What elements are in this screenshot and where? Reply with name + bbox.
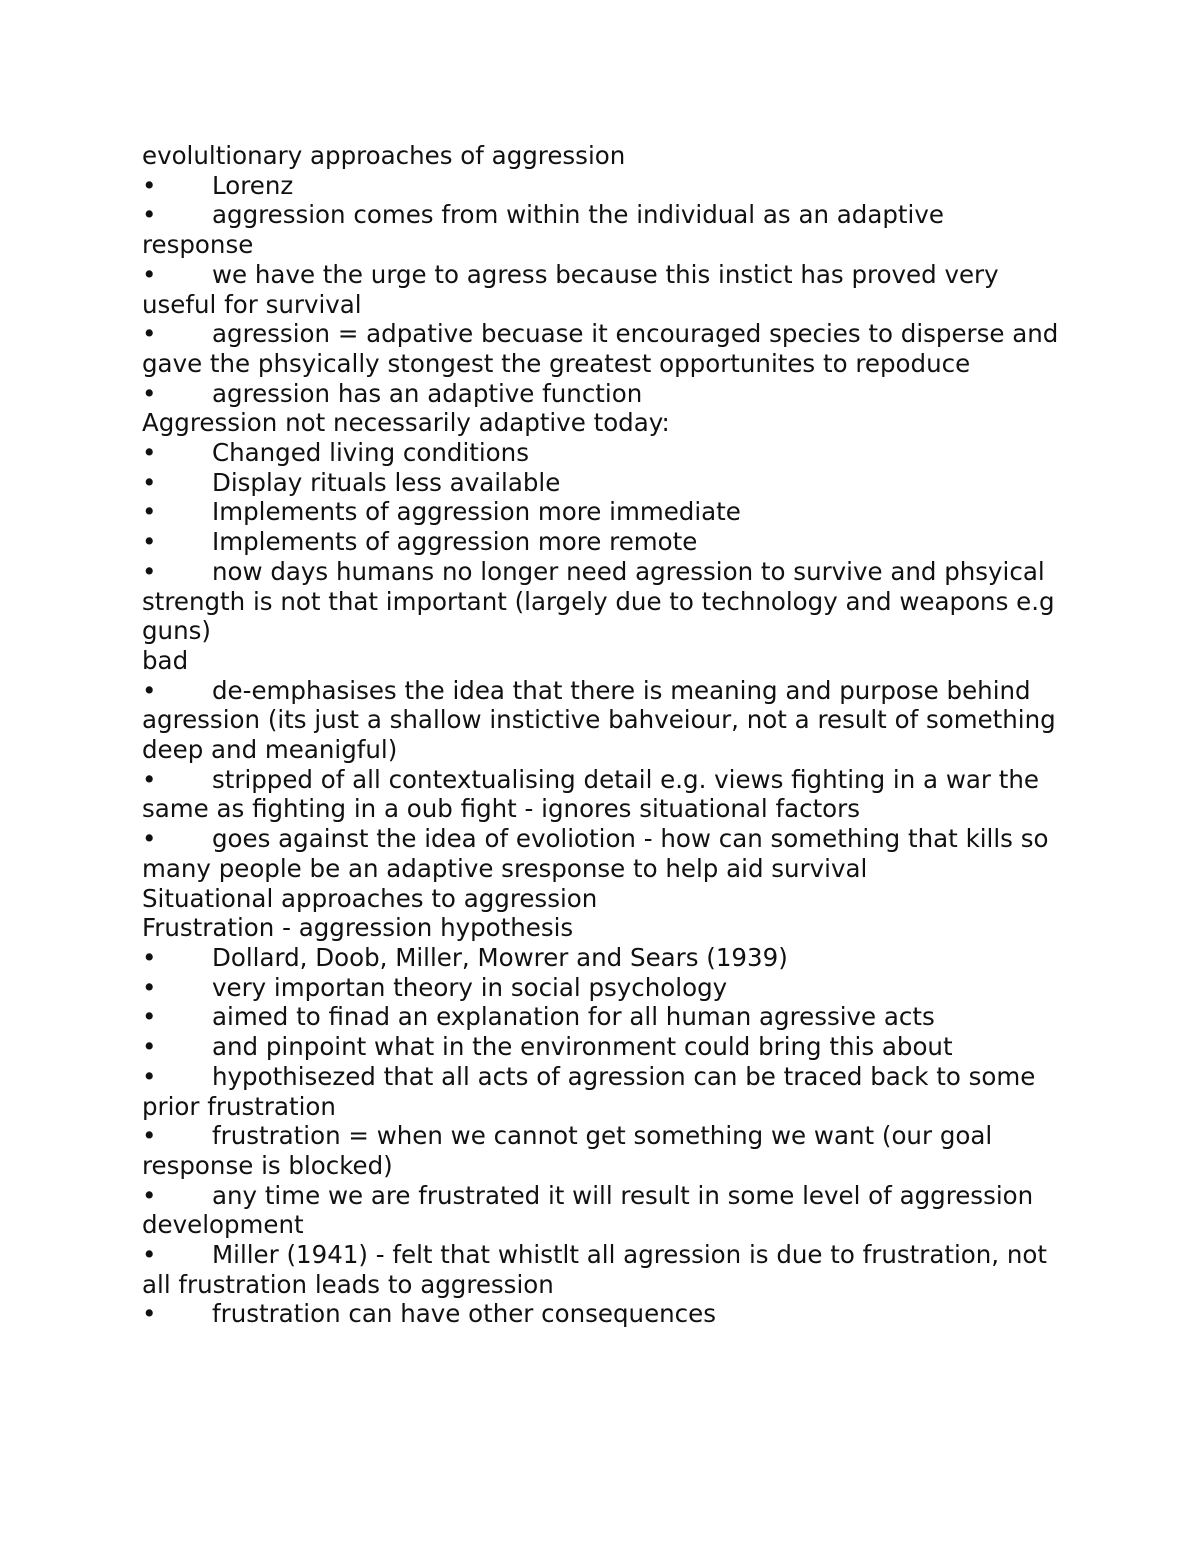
bullet-icon: • bbox=[142, 675, 157, 705]
bullet-item: • hypothisezed that all acts of agression can be traced back to some prior frustration bbox=[142, 1061, 1036, 1121]
bullet-item: • aimed to finad an explanation for all human agressive acts bbox=[142, 1002, 935, 1032]
bullet-item: • very importan theory in social psychology bbox=[142, 972, 728, 1002]
bullet-icon: • bbox=[142, 170, 157, 200]
bullet-icon: • bbox=[142, 319, 157, 349]
bullet-item: • agression has an adaptive function bbox=[142, 378, 643, 408]
bullet-icon: • bbox=[142, 556, 157, 586]
body-line: bad bbox=[142, 645, 189, 675]
bullet-icon: • bbox=[142, 942, 157, 972]
bullet-icon: • bbox=[142, 200, 157, 230]
bullet-item: • Lorenz bbox=[142, 170, 294, 200]
bullet-icon: • bbox=[142, 1299, 157, 1329]
body-line: development bbox=[142, 1210, 304, 1240]
body-line: evolultionary approaches of aggression bbox=[142, 141, 626, 170]
document-body bbox=[142, 141, 1062, 1329]
bullet-item: • frustration = when we cannot get something we want (our goal response is blocked) bbox=[142, 1121, 993, 1180]
bullet-item: • Implements of aggression more immediate bbox=[142, 497, 741, 527]
bullet-icon: • bbox=[142, 1061, 157, 1091]
bullet-item: • de-emphasises the idea that there is meaning and purpose behind agression (its just a shallow instictive bahveiour, not a result of something deep and meanigful) bbox=[142, 675, 1056, 765]
body-line: Aggression not necessarily adaptive today: bbox=[142, 408, 670, 438]
bullet-icon: • bbox=[142, 1180, 157, 1210]
body-line: Situational approaches to aggression bbox=[142, 883, 598, 913]
bullet-item: • frustration can have other consequences bbox=[142, 1299, 716, 1329]
bullet-item: • now days humans no longer need agression to survive and phsyical strength is not that important (largely due to technology and weapons e.g guns) bbox=[142, 556, 1055, 646]
bullet-item: • and pinpoint what in the environment could bring this about bbox=[142, 1032, 953, 1062]
bullet-item: • agression = adpative becuase it encouraged species to disperse and gave the phsyically stongest the greatest opportunites to repoduce bbox=[142, 319, 1059, 378]
bullet-item: • stripped of all contextualising detail e.g. views fighting in a war the same as fighting in a oub fight - ignores situational factors bbox=[142, 764, 1039, 824]
bullet-item: • Miller (1941) - felt that whistlt all agression is due to frustration, not all frustration leads to aggression bbox=[142, 1240, 1047, 1299]
bullet-item: • any time we are frustrated it will result in some level of aggression bbox=[142, 1180, 1034, 1210]
bullet-item: • Implements of aggression more remote bbox=[142, 527, 698, 557]
bullet-item: • Changed living conditions bbox=[142, 438, 529, 468]
bullet-icon: • bbox=[142, 497, 157, 527]
bullet-icon: • bbox=[142, 527, 157, 557]
bullet-icon: • bbox=[142, 1032, 157, 1062]
bullet-item: • goes against the idea of evoliotion - how can something that kills so many people be an adaptive sresponse to help aid survival bbox=[142, 824, 1049, 883]
bullet-item: • Display rituals less available bbox=[142, 467, 561, 497]
bullet-item: • Dollard, Doob, Miller, Mowrer and Sears (1939) bbox=[142, 942, 788, 972]
bullet-icon: • bbox=[142, 438, 157, 468]
bullet-item: • we have the urge to agress because this instict has proved very useful for survival bbox=[142, 259, 999, 319]
bullet-icon: • bbox=[142, 378, 157, 408]
bullet-icon: • bbox=[142, 972, 157, 1002]
bullet-icon: • bbox=[142, 259, 157, 289]
body-line: Frustration - aggression hypothesis bbox=[142, 913, 574, 943]
bullet-icon: • bbox=[142, 1121, 157, 1151]
bullet-icon: • bbox=[142, 467, 157, 497]
bullet-icon: • bbox=[142, 764, 157, 794]
bullet-icon: • bbox=[142, 824, 157, 854]
bullet-icon: • bbox=[142, 1002, 157, 1032]
bullet-icon: • bbox=[142, 1240, 157, 1270]
bullet-item: • aggression comes from within the individual as an adaptive response bbox=[142, 200, 944, 260]
